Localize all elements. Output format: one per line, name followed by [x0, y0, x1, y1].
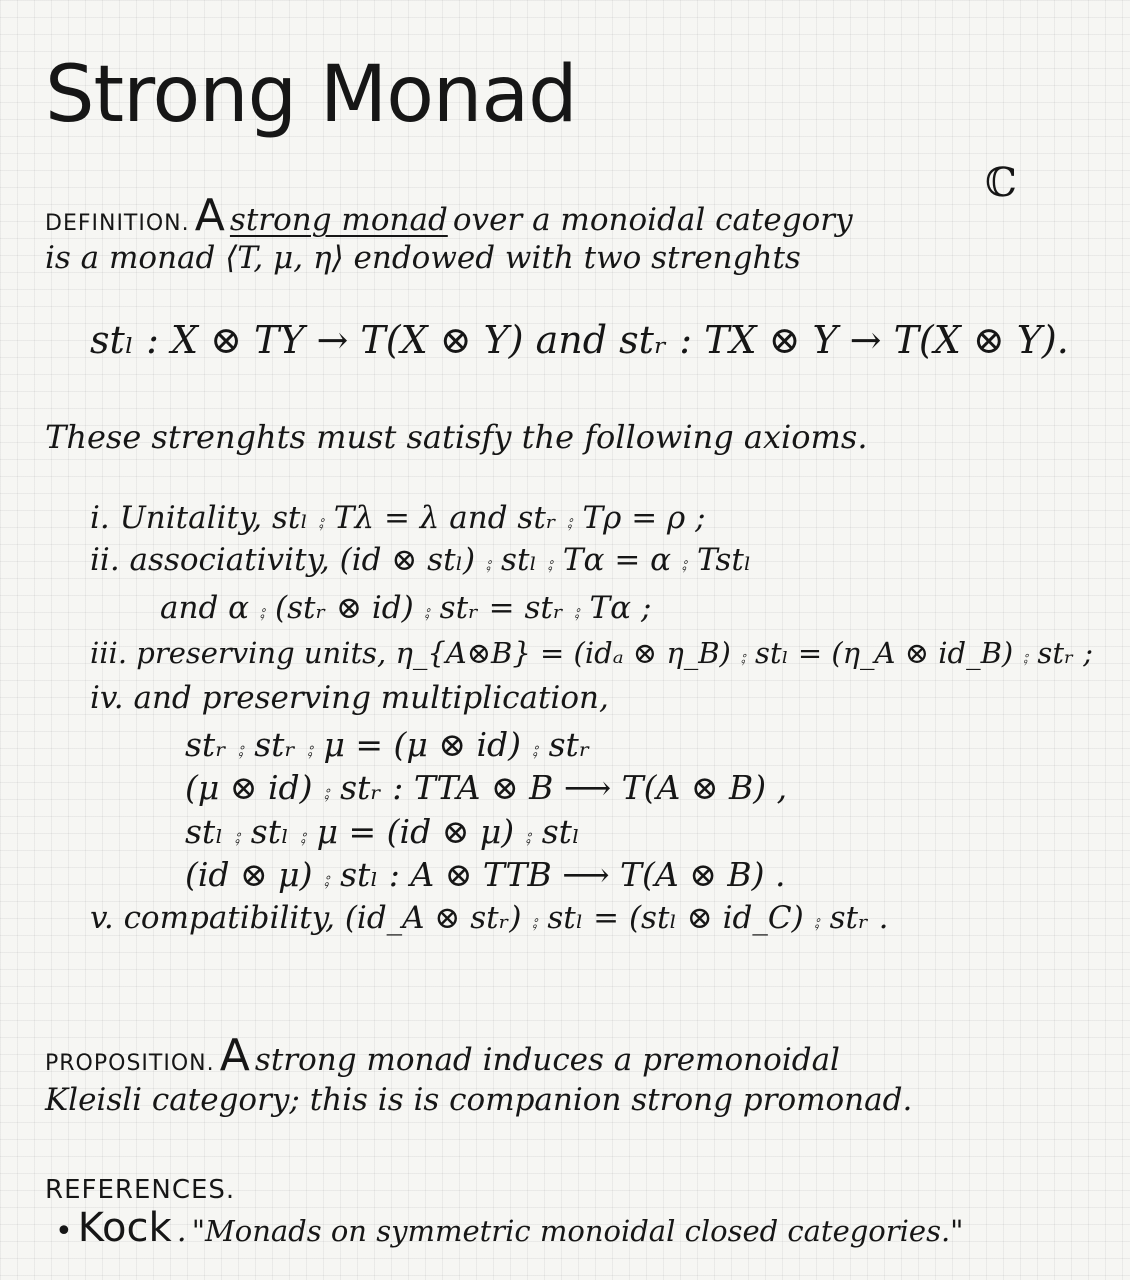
axiom-row	[90, 636, 1093, 671]
proposition-line-2: Kleisli category; this is is companion strong promonad.	[45, 1082, 913, 1118]
axiom-text: compatibility, (id_A ⊗ stᵣ) ⨾ stₗ = (stₗ ⊗ id_C) ⨾ stᵣ .	[123, 900, 889, 936]
axiom-row-continued	[160, 590, 651, 627]
definition-term: strong monad	[229, 202, 448, 238]
reference-author: Kock	[77, 1205, 172, 1251]
proposition-text-1: strong monad induces a premonoidal	[254, 1042, 840, 1078]
proposition-article: A	[219, 1030, 250, 1081]
axiom-text: Unitality, stₗ ⨾ Tλ = λ and stᵣ ⨾ Tρ = ρ ;	[119, 500, 706, 536]
axiom-row	[90, 542, 751, 579]
proposition-label: PROPOSITION.	[45, 1051, 215, 1076]
reference-title: "Monads on symmetric monoidal closed categories."	[191, 1214, 964, 1248]
axiom-row	[90, 900, 888, 937]
axiom-number: iv.	[90, 680, 124, 716]
axiom-row	[90, 500, 706, 537]
category-symbol: ℂ	[985, 160, 1017, 206]
multiplication-equation: stₗ ⨾ stₗ ⨾ μ = (id ⊗ μ) ⨾ stₗ	[185, 812, 580, 851]
axiom-text: and preserving multiplication,	[133, 680, 609, 716]
axiom-text: and α ⨾ (stᵣ ⊗ id) ⨾ stᵣ = stᵣ ⨾ Tα ;	[160, 590, 652, 626]
references-label: REFERENCES.	[45, 1175, 236, 1205]
axiom-number: i.	[90, 500, 110, 536]
multiplication-equation: (μ ⊗ id) ⨾ stᵣ : TTA ⊗ B ⟶ T(A ⊗ B) ,	[185, 768, 788, 807]
definition-label: DEFINITION.	[45, 211, 190, 236]
definition-article: A	[194, 190, 225, 241]
axiom-number: ii.	[90, 542, 120, 578]
multiplication-equation: stᵣ ⨾ stᵣ ⨾ μ = (μ ⊗ id) ⨾ stᵣ	[185, 725, 591, 764]
bullet-icon: •	[55, 1214, 73, 1249]
reference-item	[55, 1205, 964, 1251]
axioms-intro: These strenghts must satisfy the following axioms.	[45, 418, 868, 456]
axiom-text: preserving units, η_{A⊗B} = (idₐ ⊗ η_B) ⨾ stₗ = (η_A ⊗ id_B) ⨾ stᵣ ;	[136, 636, 1094, 670]
axiom-number: iii.	[90, 636, 128, 670]
proposition-line-1	[45, 1030, 840, 1081]
definition-line-2: is a monad ⟨T, μ, η⟩ endowed with two strenghts	[45, 240, 801, 276]
strength-formula: stₗ : X ⊗ TY → T(X ⊗ Y) and stᵣ : TX ⊗ Y → T(X ⊗ Y).	[90, 318, 1069, 362]
definition-line-1	[45, 190, 853, 241]
multiplication-equation: (id ⊗ μ) ⨾ stₗ : A ⊗ TTB ⟶ T(A ⊗ B) .	[185, 855, 786, 894]
page-title: Strong Monad	[45, 50, 577, 140]
reference-separator: .	[176, 1213, 187, 1249]
definition-line-1-rest: over a monoidal category	[452, 202, 853, 238]
axiom-row	[90, 680, 609, 716]
axiom-text: associativity, (id ⊗ stₗ) ⨾ stₗ ⨾ Tα = α ⨾ Tstₗ	[129, 542, 752, 578]
axiom-number: v.	[90, 900, 114, 936]
